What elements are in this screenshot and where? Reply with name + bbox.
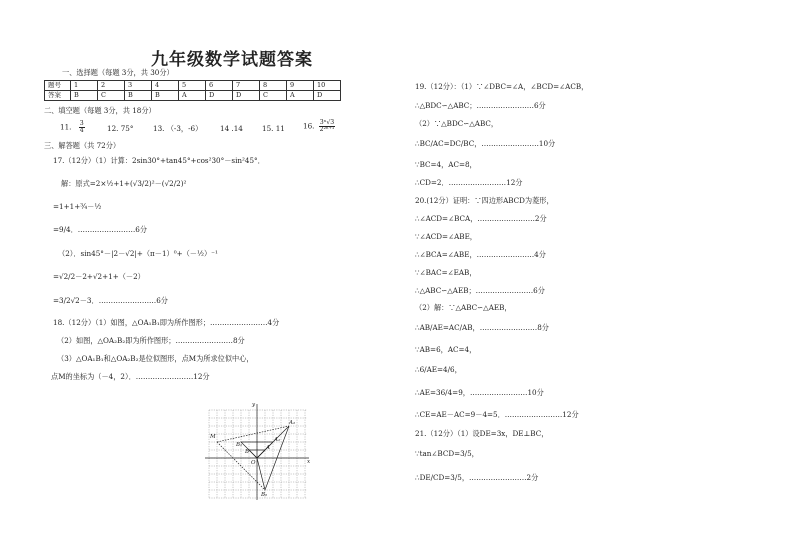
q18-line3: （3）△OA₁B₁和△OA₂B₂是位似图形，点M为所求位似中心，: [57, 354, 254, 363]
answer-table: [44, 80, 341, 101]
q16-fraction: $\frac{\text{3ⁿ√3}}{\text{2²ⁿ⁺¹}}$: [319, 119, 335, 134]
q17-solution-line3: =9/4．……………………6分: [53, 225, 148, 234]
q17-part2-heading: （2）．sin45°－|2－√2|+（π－1）⁰+（－½）⁻¹: [58, 249, 218, 258]
q20-line1: 20.(12分）证明：∵四边形ABCD为菱形，: [415, 196, 554, 205]
table-row: [45, 81, 341, 91]
q20-line10: ∴6/AE=4/6，: [415, 365, 462, 374]
q21-line2: ∵tan∠BCD=3/5，: [415, 449, 479, 458]
q20-line9: ∵AB=6，AC=4，: [415, 345, 477, 354]
point-M-label: M: [210, 434, 216, 440]
q20-line6: ∴△ABC∽△AEB；……………………6分: [415, 286, 545, 295]
table-cell: B: [71, 91, 98, 101]
fill-q15: 15. 11: [262, 124, 285, 133]
table-cell: A: [287, 91, 314, 101]
q19-line4: ∴BC/AC=DC/BC，……………………10分: [415, 139, 556, 148]
fill-q14: 14 .14: [220, 124, 243, 133]
q18-line4: 点M的坐标为（－4，2）．……………………12分: [51, 372, 210, 381]
q17-part2-line2: =3/2√2－3．……………………6分: [53, 296, 168, 305]
q20-line8: ∴AB/AE=AC/AB，……………………8分: [415, 323, 549, 332]
q20-line2: ∴∠ACD=∠BCA，……………………2分: [415, 214, 547, 223]
q19-line3: （2）∵△BDC∽△ABC，: [415, 119, 499, 128]
table-row: [45, 91, 341, 101]
table-cell: D: [233, 91, 260, 101]
section-heading-fill: 二、填空题（每题 3分，共 18分）: [44, 106, 156, 115]
q21-line3: ∴DE/CD=3/5，……………………2分: [415, 473, 539, 482]
fill-q12: 12. 75°: [107, 124, 134, 133]
table-cell: B: [152, 91, 179, 101]
axis-label-x: x: [307, 459, 311, 465]
q19-line5: ∵BC=4，AC=8，: [415, 160, 477, 169]
table-cell: 6: [206, 81, 233, 91]
table-cell: 10: [314, 81, 341, 91]
q20-line5: ∵∠BAC=∠EAB，: [415, 268, 477, 277]
q18-line2: （2）如图，△OA₂B₂即为所作图形；……………………8分: [57, 336, 245, 345]
q18-line1: 18.（12分）（1）如图，△OA₁B₁即为所作图形；……………………4分: [53, 318, 280, 327]
axis-label-y: y: [252, 402, 256, 408]
table-cell: 1: [71, 81, 98, 91]
q19-line6: ∴CD=2．……………………12分: [415, 178, 523, 187]
q21-line1: 21.（12分）（1）设DE=3x，DE⊥BC，: [415, 429, 549, 438]
table-cell: 3: [125, 81, 152, 91]
q17-part2-line1: =√2/2－2+√2+1+（－2）: [53, 272, 145, 281]
q19-line1: 19.（12分）：（1）∵∠DBC=∠A，∠BCD=∠ACB，: [415, 82, 589, 91]
q19-line2: ∴△BDC∽△ABC；……………………6分: [415, 101, 546, 110]
q11-fraction: $\frac{3}{4}$: [79, 120, 84, 135]
table-cell: D: [314, 91, 341, 101]
fill-q13: 13. （-3，-6）: [153, 124, 203, 133]
row-header: 题号: [45, 81, 71, 91]
point-B2-label: B₂: [261, 492, 268, 498]
q17-solution-line2: =1+1+¾－½: [53, 202, 102, 211]
q17-heading: 17.（12分）（1）计算：2sin30°+tan45°+cos²30°－sin²45°．: [53, 156, 265, 165]
table-cell: C: [98, 91, 125, 101]
q11-label: 11.: [60, 122, 72, 132]
q17-solution-line1: 解：原式=2×½+1+(√3/2)²－(√2/2)²: [61, 179, 187, 188]
table-cell: 5: [179, 81, 206, 91]
q20-line7: （2）解：∵△ABC∽△AEB，: [415, 303, 512, 312]
point-A1-label: A₁: [274, 437, 281, 443]
point-B1-label: B₁: [236, 442, 243, 448]
fill-q16: [303, 120, 335, 133]
point-A-label: A: [266, 445, 270, 451]
table-cell: 4: [152, 81, 179, 91]
point-A2-label: A₂: [289, 420, 296, 426]
origin-label: O: [251, 460, 256, 466]
table-cell: 7: [233, 81, 260, 91]
q20-line11: ∴AE=36/4=9，……………………10分: [415, 388, 544, 397]
table-cell: B: [125, 91, 152, 101]
table-cell: 9: [287, 81, 314, 91]
q16-label: 16.: [303, 121, 315, 131]
table-cell: 2: [98, 81, 125, 91]
section-heading-solve: 三、解答题（共 72分）: [44, 141, 121, 150]
point-B-label: B: [245, 449, 250, 455]
page-title: 九年级数学试题答案: [151, 50, 313, 70]
q20-line12: ∴CE=AE－AC=9－4=5．……………………12分: [415, 410, 579, 419]
table-cell: 8: [260, 81, 287, 91]
q20-line3: ∵∠ACD=∠ABE，: [415, 232, 477, 241]
q20-line4: ∴∠BCA=∠ABE，……………………4分: [415, 250, 546, 259]
coordinate-figure: [203, 400, 313, 502]
section-heading-choice: 一、选择题（每题 3分，共 30分）: [62, 68, 174, 77]
table-cell: A: [179, 91, 206, 101]
fill-q11: [60, 121, 85, 134]
table-cell: C: [260, 91, 287, 101]
table-cell: D: [206, 91, 233, 101]
row-header: 答案: [45, 91, 71, 101]
